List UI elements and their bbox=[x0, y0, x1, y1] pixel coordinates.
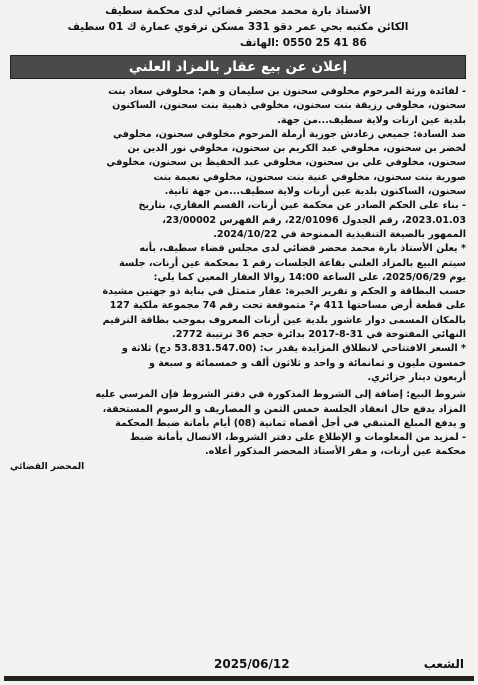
phone-line bbox=[10, 35, 466, 51]
publication-footer bbox=[4, 657, 474, 673]
body-line: - لفائدة ورثة المرحوم مخلوفي سحنون بن سليمان و هم: محلوفي سعاد بنت bbox=[108, 86, 466, 97]
signature: المحضر القضائي bbox=[10, 461, 85, 472]
body-line: خمسون مليون و ثمانمائة و واحد و ثلاثون ألف و خمسمائة و سبعة و bbox=[148, 357, 466, 369]
phone-number: 0550 25 41 86 bbox=[282, 37, 367, 49]
body-line: على قطعة أرض مساحتها 411 م² متموقعة تحت رقم 74 مجموعة ملكية 127 bbox=[109, 300, 466, 312]
notice-body bbox=[10, 85, 466, 474]
body-line: - بناء على الحكم الصادر عن محكمة عين أرنات، القسم العقاري، بتاريخ bbox=[138, 200, 466, 212]
body-line: يوم 2025/06/29، على الساعة 14:00 زوالا العقار المعين كما يلي: bbox=[153, 271, 466, 283]
body-line: سحنون، مخلوفي علي بن سحنون، مخلوفي عبد الحفيظ بن سحنون، مخلوفي bbox=[106, 157, 466, 169]
bailiff-name-line: الأستاذ بارة محمد محضر قضائي لدى محكمة سطيف bbox=[105, 5, 371, 17]
bailiff-address-line: الكائن مكتبه بحي عمر دقو 331 مسكن ترقوي عمارة ك 01 سطيف bbox=[67, 21, 409, 33]
body-line: و يدفع المبلغ المتبقي في أجل أقصاه ثمانية (08) أيام بأمانة ضبط المحكمة bbox=[115, 417, 466, 429]
body-line: لخضر بن سحنون، مخلوفي عبد الكريم بن سحنون، مخلوفي نور الدين بن bbox=[127, 143, 466, 155]
body-line: * السعر الافتتاحي لانطلاق المزايدة يقدر ب: (53.831.547.00 دج) ثلاثة و bbox=[121, 343, 466, 355]
body-line: 2023.01.03، رقم الجدول 22/01096، رقم الفهرس 23/00002، bbox=[162, 214, 466, 226]
body-line: محكمة عين أرنات، و مقر الأستاذ المحضر المذكور أعلاه. bbox=[205, 446, 466, 458]
bottom-rule bbox=[4, 676, 474, 681]
body-line: حسب البطاقة و الحكم و تقرير الخبرة: عقار متمثل في بناية ذو جهتين مشيدة bbox=[102, 286, 466, 298]
body-line: صورية بنت سحنون، مخلوفي غنية بنت سحنون، مخلوفي نعيمة بنت bbox=[153, 171, 466, 183]
body-line: شروط البيع: إضافة إلى الشروط المذكورة في دفتر الشروط فإن المرسي عليه bbox=[95, 389, 466, 401]
phone-label: الهاتف: bbox=[240, 37, 280, 49]
body-line: سحنون، مخلوفي رزيقة بنت سحنون، مخلوفي ذهبية بنت سحنون، الساكنون bbox=[112, 100, 466, 112]
body-line: سحنون، الساكنون بلدية عين أرنات ولاية سطيف...من جهة ثانية. bbox=[164, 186, 466, 198]
body-line: المزاد يدفع حال انعقاد الجلسة خمس الثمن و المصاريف و الرسوم المستحقة، bbox=[102, 403, 466, 415]
notice-title: إعلان عن بيع عقار بالمزاد العلني bbox=[10, 55, 466, 79]
body-line: * يعلن الأستاذ بارة محمد محضر قضائي لدى مجلس قضاء سطيف، بأنه bbox=[139, 243, 466, 255]
body-line: النهائي المفتوحة في 31-8-2017 بدائرة حجم 36 ترتيبة 2772. bbox=[172, 329, 466, 341]
body-line: أربعون دينار جزائري. bbox=[367, 371, 466, 383]
body-line: الممهور بالصيغة التنفيذية الممنوحة في 2024/10/22. bbox=[213, 228, 466, 240]
body-line: ضد السادة: جميعي زعادش جوزية أرملة المرحوم مخلوفي سحنون، محلوفي bbox=[112, 128, 466, 140]
notice-header bbox=[10, 3, 466, 51]
body-line: - لمزيد من المعلومات و الإطلاع على دفتر الشروط، الاتصال بأمانة ضبط bbox=[129, 432, 466, 444]
body-line: بلدية عين ارنات ولاية سطيف...من جهة. bbox=[277, 114, 466, 126]
publication-date: 2025/06/12 bbox=[214, 657, 290, 671]
publication-name: الشعب bbox=[423, 657, 464, 671]
auction-notice bbox=[4, 3, 474, 681]
body-line: سيتم البيع بالمزاد العلني بقاعة الجلسات رقم 1 بمحكمة عين أرنات، جلسة bbox=[119, 257, 466, 269]
body-line: بالمكان المسمى دوار عاشور بلدية عين أرنات المعروف بموجب بطاقة الترقيم bbox=[102, 314, 466, 326]
